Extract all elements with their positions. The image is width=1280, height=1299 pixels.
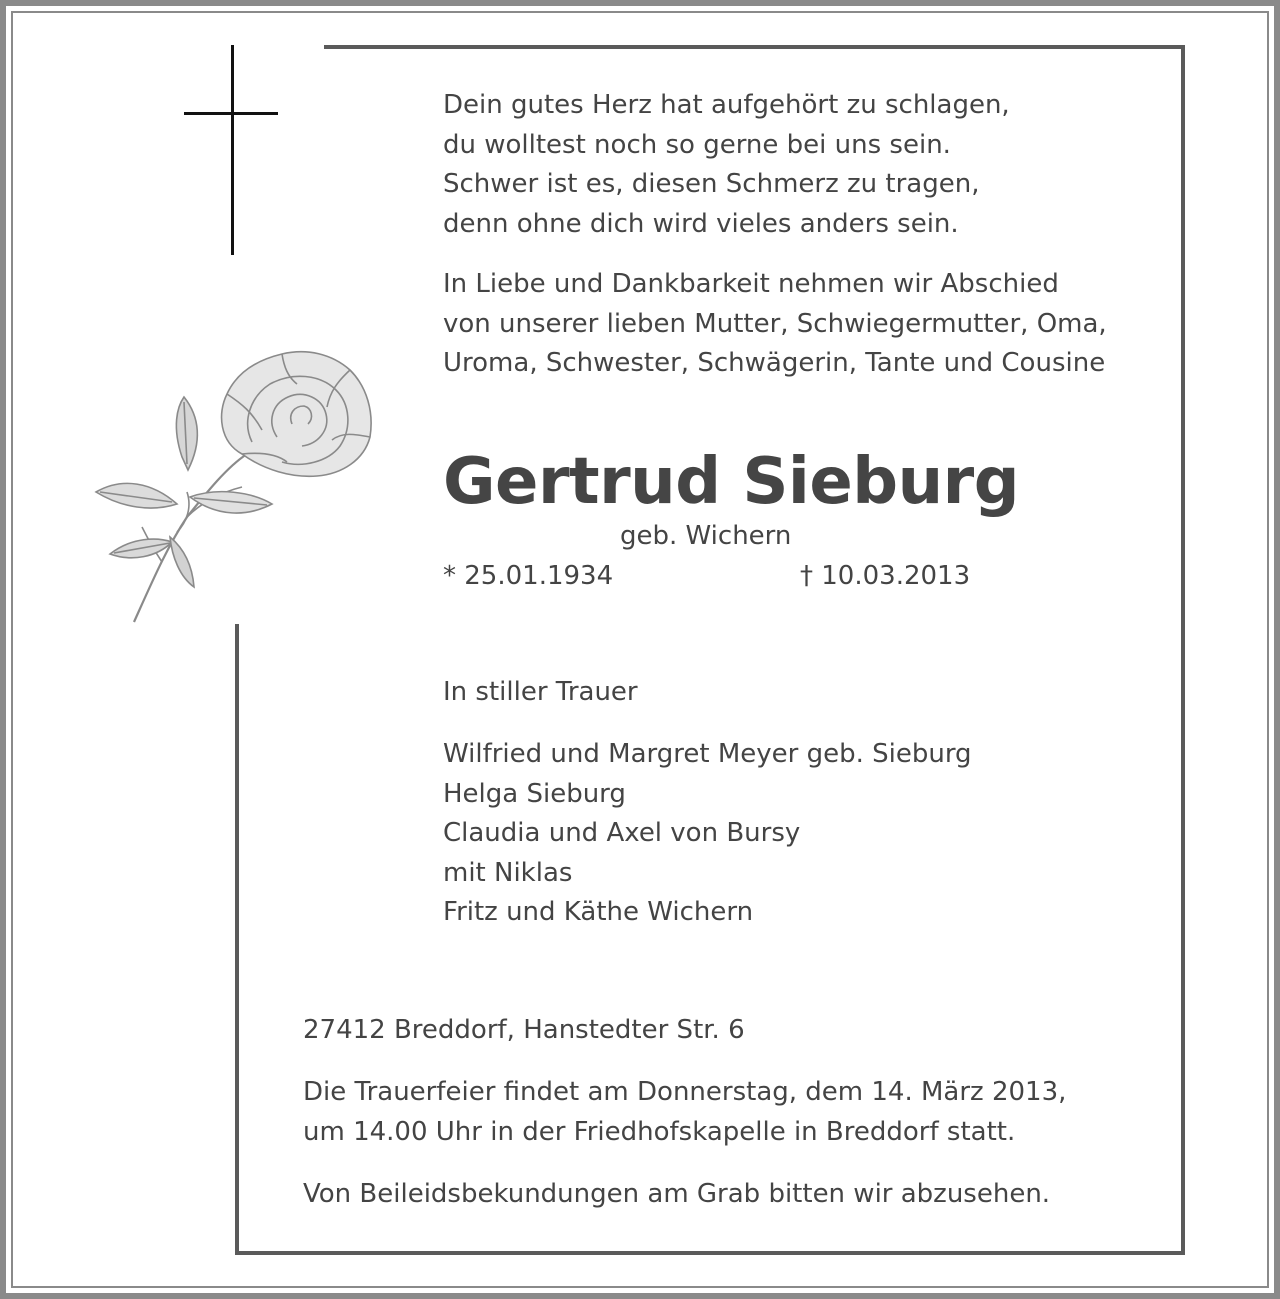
intro-line: Uroma, Schwester, Schwägerin, Tante und Cousine: [443, 348, 1106, 378]
border-right-line: [1181, 45, 1185, 1255]
verse-line: du wolltest noch so gerne bei uns sein.: [443, 129, 951, 160]
family-member: Wilfried und Margret Meyer geb. Sieburg: [443, 739, 972, 769]
verse: [443, 86, 1010, 244]
rose-illustration: [92, 342, 382, 632]
maiden-name: geb. Wichern: [620, 521, 792, 551]
address: 27412 Breddorf, Hanstedter Str. 6: [303, 1015, 745, 1045]
family-member: Helga Sieburg: [443, 778, 626, 809]
family-list: [443, 735, 972, 933]
farewell-intro: [443, 265, 1107, 384]
verse-line: Dein gutes Herz hat aufgehört zu schlagen,: [443, 90, 1010, 120]
mourning-heading: In stiller Trauer: [443, 677, 638, 707]
funeral-service-info: [303, 1073, 1066, 1152]
border-left-line: [235, 624, 239, 1255]
border-bottom-line: [235, 1251, 1185, 1255]
death-date: † 10.03.2013: [800, 561, 971, 591]
condolence-note: Von Beileidsbekundungen am Grab bitten wir abzusehen.: [303, 1179, 1051, 1209]
intro-line: von unserer lieben Mutter, Schwiegermutter, Oma,: [443, 308, 1107, 339]
birth-date: * 25.01.1934: [443, 561, 614, 591]
service-line: um 14.00 Uhr in der Friedhofskapelle in Breddorf statt.: [303, 1116, 1016, 1147]
border-top-line: [324, 45, 1185, 49]
family-member: mit Niklas: [443, 857, 573, 888]
verse-line: denn ohne dich wird vieles anders sein.: [443, 208, 959, 239]
family-member: Claudia und Axel von Bursy: [443, 818, 801, 848]
service-line: Die Trauerfeier findet am Donnerstag, dem 14. März 2013,: [303, 1077, 1067, 1107]
verse-line: Schwer ist es, diesen Schmerz zu tragen,: [443, 169, 980, 199]
family-member: Fritz und Käthe Wichern: [443, 897, 754, 927]
deceased-name: Gertrud Sieburg: [443, 445, 1019, 519]
intro-line: In Liebe und Dankbarkeit nehmen wir Abschied: [443, 269, 1059, 299]
